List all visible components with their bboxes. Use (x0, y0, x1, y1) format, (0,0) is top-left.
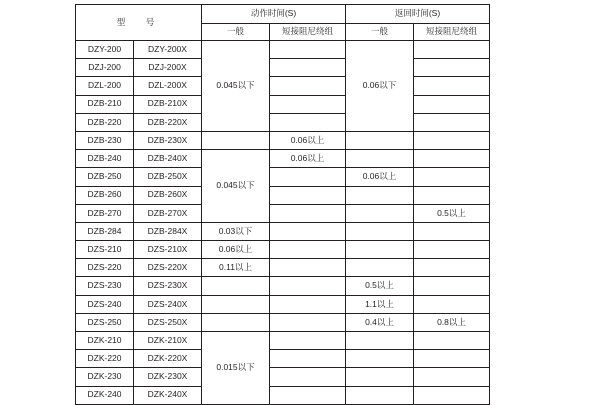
relay-timing-table (75, 4, 490, 405)
cell-action-general: 0.11以上 (202, 259, 270, 277)
cell-action-general: 0.015以下 (202, 332, 270, 405)
cell-model2: DZS-220X (134, 259, 202, 277)
cell-model2: DZB-284X (134, 222, 202, 240)
header-model (76, 5, 202, 41)
cell-action-damping (270, 332, 346, 350)
cell-action-damping (270, 222, 346, 240)
cell-model1: DZJ-200 (76, 59, 134, 77)
cell-action-general (202, 313, 270, 331)
cell-model1: DZB-260 (76, 186, 134, 204)
cell-return-general: 1.1以上 (346, 295, 414, 313)
cell-return-damping: 0.8以上 (414, 313, 490, 331)
table-row (76, 204, 490, 222)
cell-model1: DZB-220 (76, 113, 134, 131)
cell-action-damping (270, 368, 346, 386)
table-row (76, 313, 490, 331)
cell-model1: DZS-240 (76, 295, 134, 313)
cell-action-damping (270, 204, 346, 222)
cell-action-damping (270, 186, 346, 204)
cell-return-damping (414, 186, 490, 204)
cell-return-general: 0.4以上 (346, 313, 414, 331)
cell-return-general (346, 332, 414, 350)
cell-model1: DZK-220 (76, 350, 134, 368)
table-row (76, 295, 490, 313)
cell-return-general (346, 131, 414, 149)
cell-model1: DZS-210 (76, 241, 134, 259)
cell-action-damping: 0.06以上 (270, 131, 346, 149)
cell-return-general (346, 259, 414, 277)
header-return-damping: 短接阻尼绕组 (414, 24, 490, 41)
cell-action-damping (270, 259, 346, 277)
cell-action-damping (270, 295, 346, 313)
cell-return-general (346, 241, 414, 259)
cell-return-damping (414, 95, 490, 113)
cell-model1: DZY-200 (76, 41, 134, 59)
cell-action-general: 0.045以下 (202, 41, 270, 132)
cell-action-damping (270, 77, 346, 95)
cell-action-damping: 0.06以上 (270, 150, 346, 168)
table-row (76, 386, 490, 404)
cell-action-general: 0.045以下 (202, 150, 270, 223)
cell-model2: DZS-240X (134, 295, 202, 313)
cell-return-general: 0.06以下 (346, 41, 414, 132)
cell-model1: DZB-284 (76, 222, 134, 240)
cell-action-damping (270, 113, 346, 131)
cell-return-damping (414, 222, 490, 240)
cell-action-damping (270, 277, 346, 295)
cell-model1: DZS-220 (76, 259, 134, 277)
cell-return-general (346, 222, 414, 240)
cell-return-general (346, 386, 414, 404)
table-header-row-1 (76, 5, 490, 24)
cell-return-general (346, 368, 414, 386)
cell-return-general (346, 204, 414, 222)
cell-return-damping (414, 350, 490, 368)
cell-action-general: 0.03以下 (202, 222, 270, 240)
cell-model1: DZB-250 (76, 168, 134, 186)
cell-return-damping (414, 259, 490, 277)
cell-return-general: 0.06以上 (346, 168, 414, 186)
table-row (76, 150, 490, 168)
cell-action-general: 0.06以上 (202, 241, 270, 259)
cell-model2: DZB-210X (134, 95, 202, 113)
cell-return-damping (414, 113, 490, 131)
header-return-general: 一般 (346, 24, 414, 41)
table-row (76, 241, 490, 259)
cell-action-damping (270, 41, 346, 59)
cell-model2: DZB-260X (134, 186, 202, 204)
cell-action-damping (270, 59, 346, 77)
table-row (76, 186, 490, 204)
cell-action-general (202, 277, 270, 295)
cell-model2: DZJ-200X (134, 59, 202, 77)
cell-action-damping (270, 313, 346, 331)
cell-model1: DZK-240 (76, 386, 134, 404)
header-action-time: 动作时间(S) (202, 5, 346, 24)
table-row (76, 259, 490, 277)
header-return-time: 返回时间(S) (346, 5, 490, 24)
header-action-damping: 短接阻尼绕组 (270, 24, 346, 41)
cell-return-general (346, 186, 414, 204)
table-row (76, 222, 490, 240)
cell-return-damping (414, 386, 490, 404)
table-row (76, 168, 490, 186)
cell-model1: DZB-230 (76, 131, 134, 149)
table-row (76, 59, 490, 77)
cell-return-general (346, 150, 414, 168)
table-row (76, 368, 490, 386)
cell-model2: DZS-250X (134, 313, 202, 331)
table-row (76, 95, 490, 113)
cell-return-damping (414, 41, 490, 59)
cell-model1: DZK-210 (76, 332, 134, 350)
cell-action-general (202, 131, 270, 149)
cell-model1: DZS-230 (76, 277, 134, 295)
cell-action-damping (270, 386, 346, 404)
cell-return-damping: 0.5以上 (414, 204, 490, 222)
cell-return-damping (414, 131, 490, 149)
cell-model2: DZK-220X (134, 350, 202, 368)
table-row (76, 131, 490, 149)
cell-action-damping (270, 95, 346, 113)
cell-action-general (202, 295, 270, 313)
cell-return-damping (414, 332, 490, 350)
cell-return-general: 0.5以上 (346, 277, 414, 295)
cell-return-damping (414, 59, 490, 77)
cell-model1: DZL-200 (76, 77, 134, 95)
cell-return-damping (414, 150, 490, 168)
cell-model2: DZB-230X (134, 131, 202, 149)
cell-action-damping (270, 350, 346, 368)
table-row (76, 41, 490, 59)
cell-model2: DZY-200X (134, 41, 202, 59)
cell-return-general (346, 350, 414, 368)
cell-action-damping (270, 168, 346, 186)
cell-action-damping (270, 241, 346, 259)
cell-model2: DZB-240X (134, 150, 202, 168)
cell-model1: DZB-210 (76, 95, 134, 113)
cell-model1: DZB-240 (76, 150, 134, 168)
cell-model2: DZB-270X (134, 204, 202, 222)
cell-return-damping (414, 277, 490, 295)
cell-return-damping (414, 77, 490, 95)
table-row (76, 77, 490, 95)
cell-return-damping (414, 241, 490, 259)
cell-return-damping (414, 368, 490, 386)
cell-return-damping (414, 295, 490, 313)
cell-model1: DZB-270 (76, 204, 134, 222)
cell-model2: DZB-250X (134, 168, 202, 186)
cell-model2: DZL-200X (134, 77, 202, 95)
cell-model2: DZK-230X (134, 368, 202, 386)
cell-return-damping (414, 168, 490, 186)
table-row (76, 277, 490, 295)
table-row (76, 332, 490, 350)
table-row (76, 350, 490, 368)
cell-model1: DZK-230 (76, 368, 134, 386)
cell-model2: DZS-230X (134, 277, 202, 295)
cell-model2: DZK-210X (134, 332, 202, 350)
cell-model2: DZB-220X (134, 113, 202, 131)
cell-model1: DZS-250 (76, 313, 134, 331)
header-action-general: 一般 (202, 24, 270, 41)
cell-model2: DZK-240X (134, 386, 202, 404)
cell-model2: DZS-210X (134, 241, 202, 259)
table-row (76, 113, 490, 131)
header-model-label: 型 号 (116, 16, 161, 27)
